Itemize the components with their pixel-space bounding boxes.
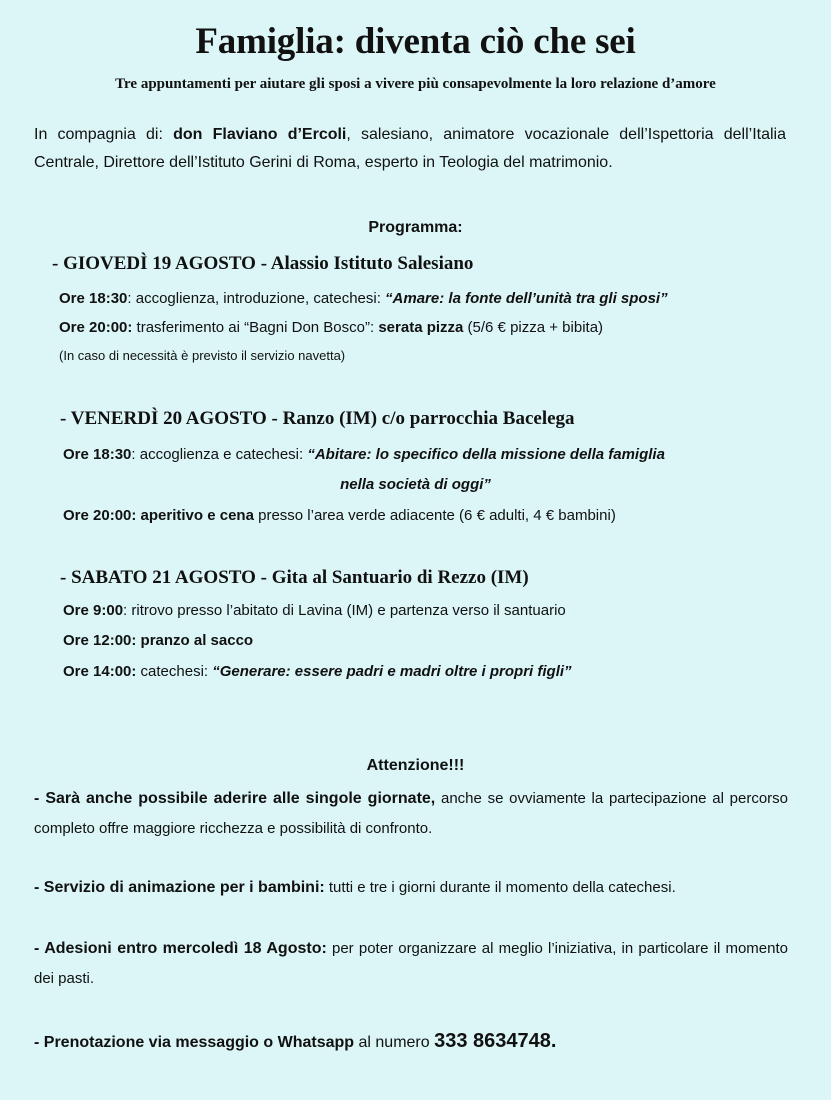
day1-l2-time: Ore 20:00: <box>59 319 133 336</box>
attention-p2-bold: - Servizio di animazione per i bambini: <box>34 879 325 896</box>
day3-l1-text: : ritrovo presso l’abitato di Lavina (IM) e partenza verso il santuario <box>123 602 566 619</box>
day3-l3-quote: “Generare: essere padri e madri oltre i propri figli” <box>212 663 572 680</box>
attention-p2-text: tutti e tre i giorni durante il momento della catechesi. <box>324 879 676 896</box>
day2-l2-text: presso l’area verde adiacente (6 € adulti, 4 € bambini) <box>253 507 616 524</box>
day2-l1-quote: “Abitare: lo specifico della missione della famiglia <box>307 446 665 463</box>
page-subtitle: Tre appuntamenti per aiutare gli sposi a vivere più consapevolmente la loro relazione d’amore <box>115 76 716 92</box>
program-title: Programma: <box>368 219 463 236</box>
day1-l2-bold: serata pizza <box>378 319 464 336</box>
intro-paragraph <box>34 121 786 177</box>
day2-line2 <box>63 507 616 524</box>
attention-p1-bold: - Sarà anche possibile aderire alle singole giornate, <box>34 790 436 807</box>
day2-l2-bold: Ore 20:00: aperitivo e cena <box>63 507 254 524</box>
attention-note-4 <box>34 1026 788 1058</box>
day1-note: (In caso di necessità è previsto il servizio navetta) <box>59 348 346 363</box>
day2-l1-text: : accoglienza e catechesi: <box>131 446 308 463</box>
day2-l1-quote-cont: nella società di oggi” <box>340 476 491 493</box>
day3-line2 <box>63 632 253 649</box>
attention-note-2 <box>34 873 788 903</box>
attention-note-3 <box>34 934 788 994</box>
day1-l1-quote: “Amare: la fonte dell’unità tra gli sposi” <box>385 290 668 307</box>
day1-l2-tail: (5/6 € pizza + bibita) <box>463 319 604 336</box>
day2-line1 <box>63 446 665 463</box>
attention-p3-bold: - Adesioni entro mercoledì 18 Agosto: <box>34 940 327 957</box>
attention-title: Attenzione!!! <box>366 757 465 774</box>
day3-heading: - SABATO 21 AGOSTO - Gita al Santuario di Rezzo (IM) <box>60 567 529 588</box>
day3-l3-time: Ore 14:00: <box>63 663 137 680</box>
attention-p4-text: al numero <box>354 1034 435 1051</box>
day2-line1-cont <box>0 476 831 493</box>
attention-note-1 <box>34 784 788 844</box>
day1-line2 <box>59 319 603 336</box>
phone-number: 333 8634748. <box>434 1030 557 1052</box>
day2-heading: - VENERDÌ 20 AGOSTO - Ranzo (IM) c/o parrocchia Bacelega <box>60 408 575 429</box>
attention-p4-bold: - Prenotazione via messaggio o Whatsapp <box>34 1034 355 1051</box>
intro-text: , salesiano, animatore vocazionale dell’Ispettoria dell’Italia Centrale, Direttore dell’Istituto Gerini di Roma, esperto in Teologia del matrimonio. <box>34 126 787 171</box>
day3-l1-time: Ore 9:00 <box>63 602 124 619</box>
attention-p3-text: per poter organizzare al meglio l’iniziativa, in particolare il momento dei pasti. <box>34 940 788 987</box>
attention-p1-text: anche se ovviamente la partecipazione al percorso completo offre maggiore ricchezza e possibilità di confronto. <box>34 790 788 837</box>
day1-l1-time: Ore 18:30 <box>59 290 128 307</box>
day1-l1-text: : accoglienza, introduzione, catechesi: <box>127 290 386 307</box>
day1-heading: - GIOVEDÌ 19 AGOSTO - Alassio Istituto Salesiano <box>52 253 474 274</box>
day3-l3-text: catechesi: <box>136 663 213 680</box>
page-title: Famiglia: diventa ciò che sei <box>195 21 636 62</box>
day3-line1 <box>63 602 566 619</box>
intro-prefix: In compagnia di: <box>34 126 174 143</box>
day2-l1-time: Ore 18:30 <box>63 446 132 463</box>
speaker-name: don Flaviano d’Ercoli <box>173 126 347 143</box>
day3-line3 <box>63 663 572 680</box>
day3-l2-bold: Ore 12:00: pranzo al sacco <box>63 632 254 649</box>
day1-l2-text: trasferimento ai “Bagni Don Bosco”: <box>132 319 379 336</box>
day1-line1 <box>59 290 668 307</box>
